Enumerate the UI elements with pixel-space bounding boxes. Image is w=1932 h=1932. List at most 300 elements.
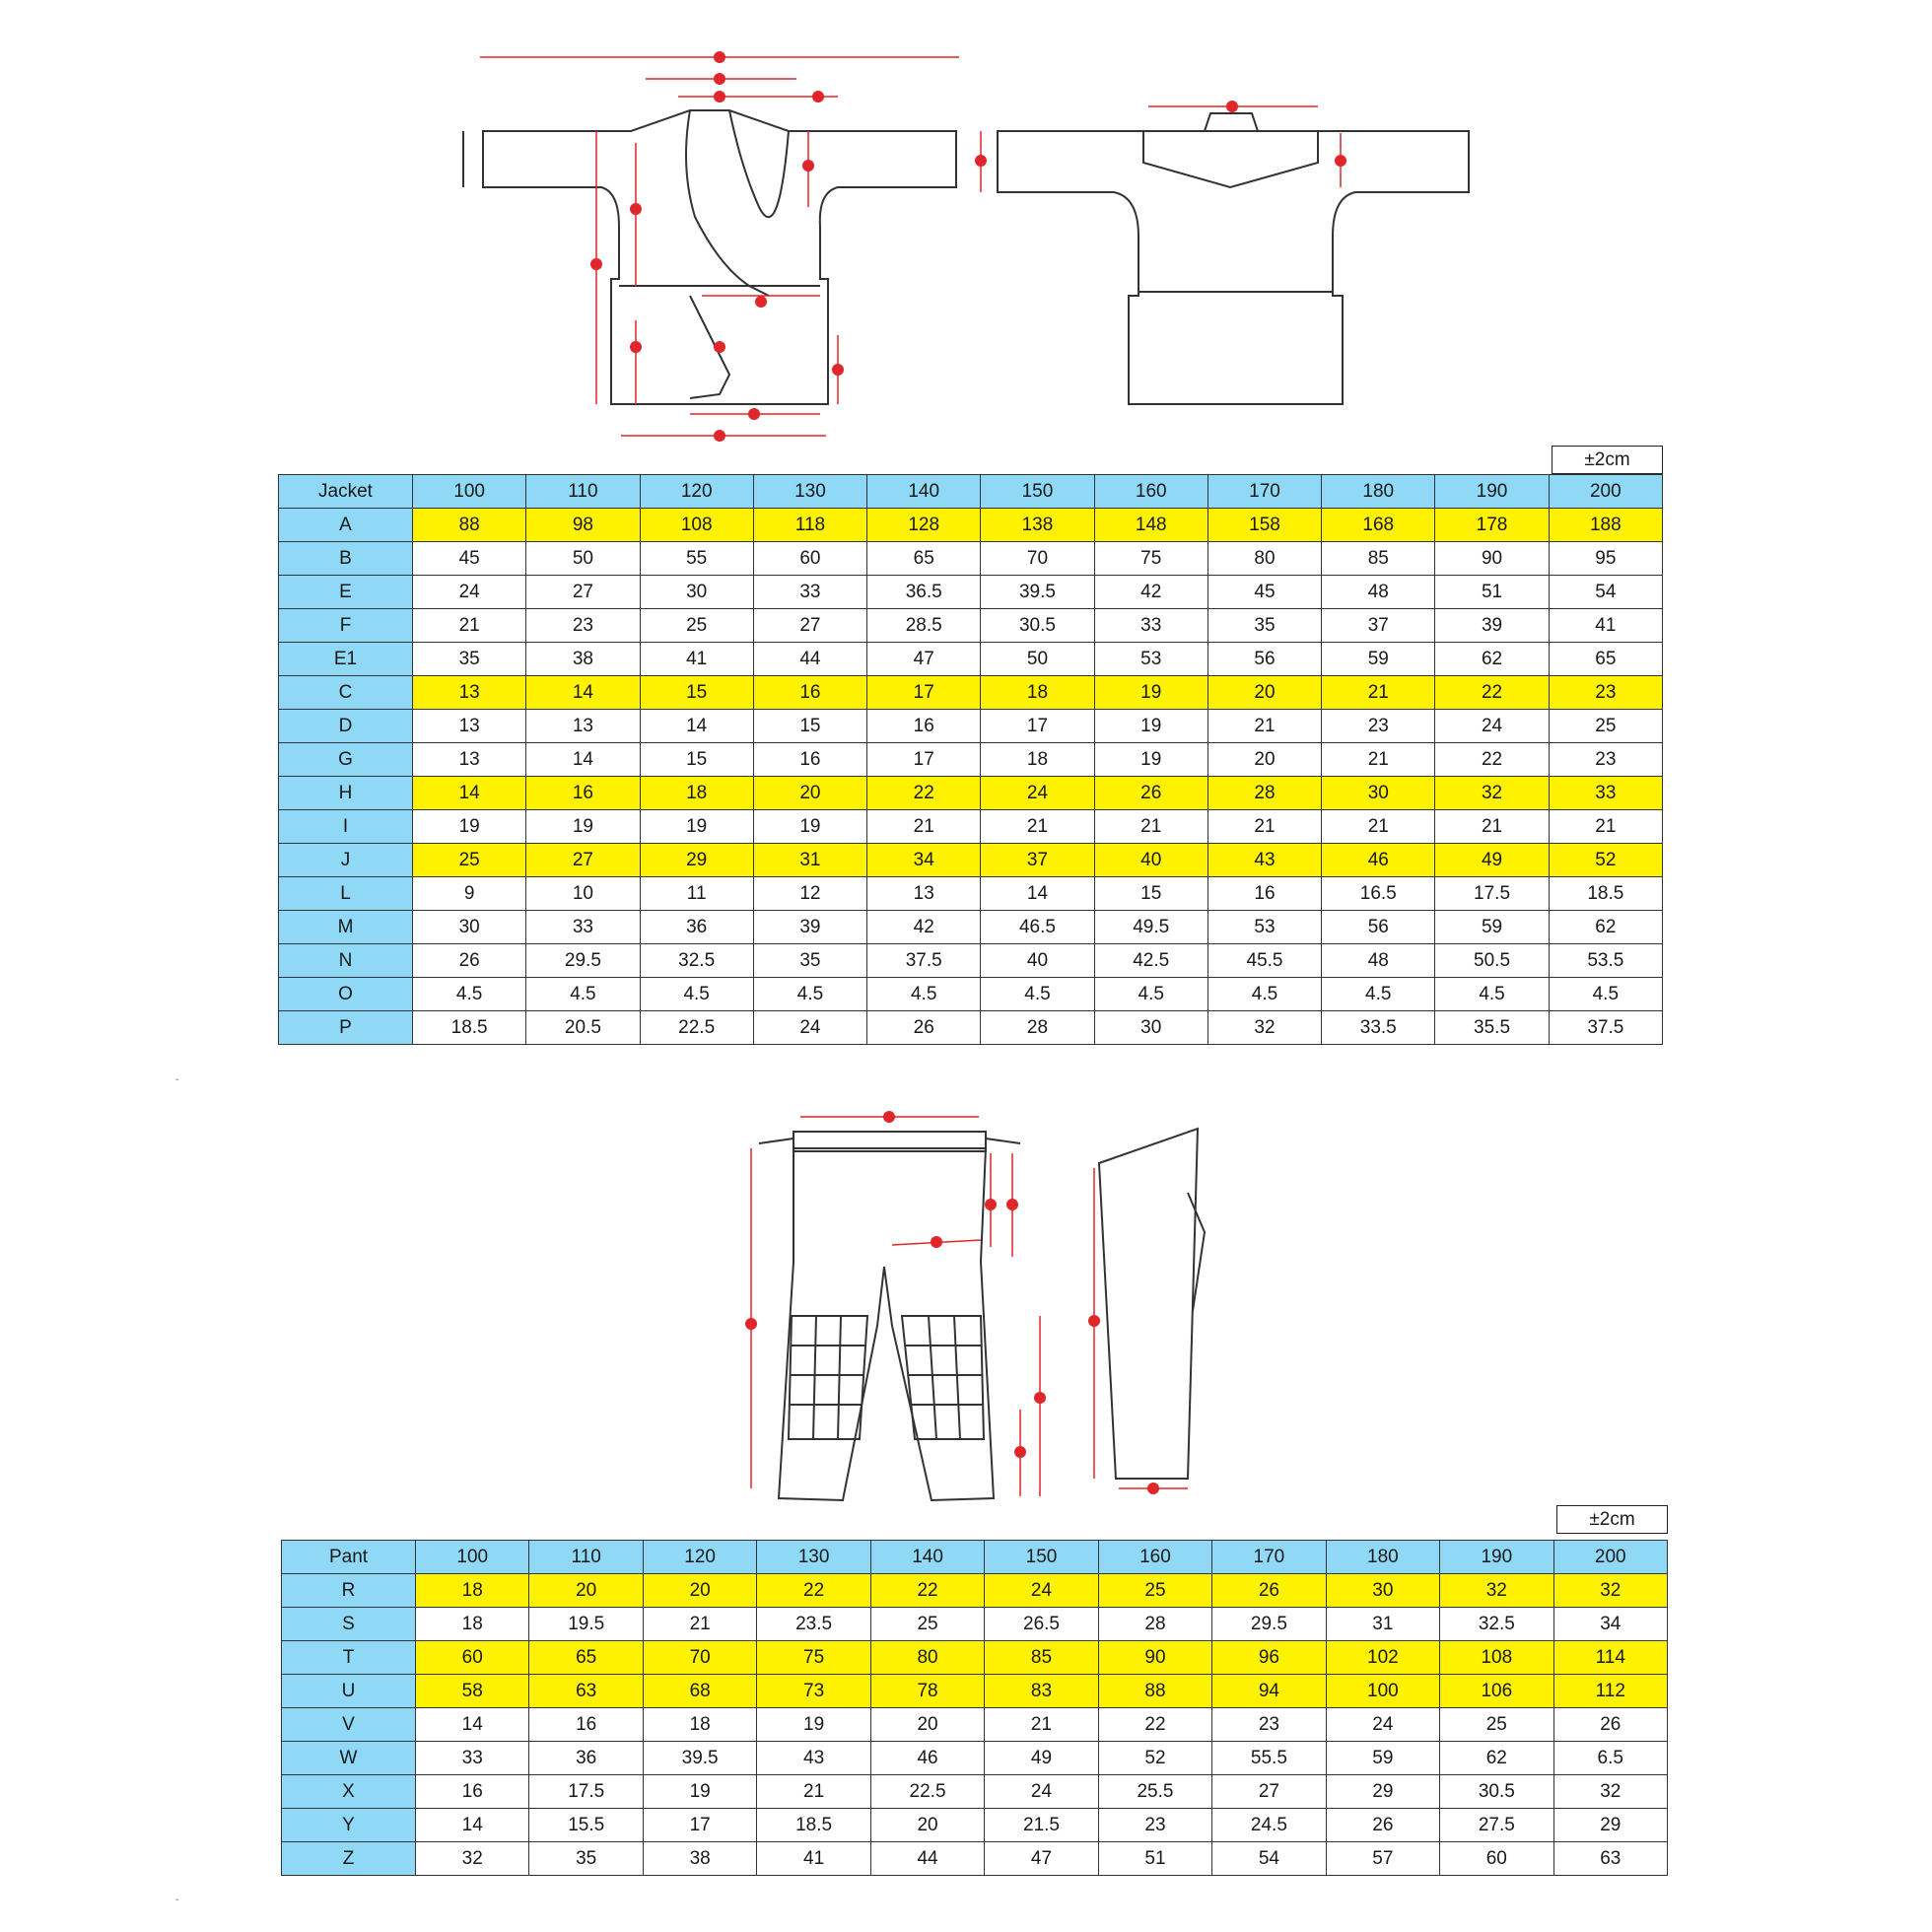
jacket-measure-value: 55	[640, 542, 753, 576]
jacket-size-header: 110	[526, 475, 640, 509]
jacket-measure-value: 56	[1322, 911, 1435, 944]
pant-measure-row	[282, 1608, 1668, 1641]
pant-measure-value: 21	[757, 1775, 870, 1809]
jacket-measure-value: 16	[753, 743, 866, 777]
jacket-measure-label: E	[279, 576, 413, 609]
pant-measure-value: 26	[1212, 1574, 1326, 1608]
pant-measure-value: 30	[1326, 1574, 1439, 1608]
jacket-measure-value: 65	[867, 542, 981, 576]
pant-measure-value: 94	[1212, 1675, 1326, 1708]
jacket-size-header: 160	[1094, 475, 1208, 509]
jacket-measure-value: 30	[413, 911, 526, 944]
jacket-measure-value: 18	[640, 777, 753, 810]
jacket-measure-value: 33	[753, 576, 866, 609]
pant-drawstring	[759, 1138, 1020, 1143]
jacket-measure-value: 51	[1435, 576, 1549, 609]
jacket-measure-value: 20	[1208, 676, 1321, 710]
pant-measure-value: 16	[416, 1775, 529, 1809]
jacket-measure-value: 38	[526, 643, 640, 676]
jacket-measure-value: 26	[867, 1011, 981, 1045]
jacket-header-row	[279, 475, 1663, 509]
jacket-measure-value: 14	[413, 777, 526, 810]
pant-measure-value: 30.5	[1440, 1775, 1553, 1809]
jacket-measure-value: 15	[1094, 877, 1208, 911]
jacket-measure-value: 88	[413, 509, 526, 542]
pant-measure-value: 112	[1553, 1675, 1667, 1708]
jacket-measure-value: 14	[640, 710, 753, 743]
pant-measure-value: 88	[1098, 1675, 1211, 1708]
pant-measure-value: 14	[416, 1809, 529, 1842]
jacket-measure-value: 17.5	[1435, 877, 1549, 911]
jacket-measure-row	[279, 810, 1663, 844]
pant-size-header: 130	[757, 1541, 870, 1574]
pant-measure-value: 80	[870, 1641, 984, 1675]
jacket-measure-value: 39.5	[981, 576, 1094, 609]
jacket-measure-value: 19	[1094, 710, 1208, 743]
jacket-measure-value: 128	[867, 509, 981, 542]
pant-measure-value: 60	[416, 1641, 529, 1675]
jacket-front-cuff	[463, 131, 483, 187]
pant-measure-value: 51	[1098, 1842, 1211, 1876]
pant-measure-value: 25.5	[1098, 1775, 1211, 1809]
jacket-size-header: 190	[1435, 475, 1549, 509]
jacket-measure-value: 52	[1549, 844, 1662, 877]
jacket-measure-row	[279, 542, 1663, 576]
pant-size-header: 180	[1326, 1541, 1439, 1574]
jacket-measure-value: 53.5	[1549, 944, 1662, 978]
pant-measure-value: 22	[757, 1574, 870, 1608]
pant-measure-value: 54	[1212, 1842, 1326, 1876]
jacket-measure-row	[279, 576, 1663, 609]
jacket-measure-value: 19	[753, 810, 866, 844]
pant-measure-value: 32	[1440, 1574, 1553, 1608]
pant-measure-value: 23.5	[757, 1608, 870, 1641]
jacket-measure-value: 12	[753, 877, 866, 911]
jacket-measure-value: 18	[981, 676, 1094, 710]
pant-measure-value: 41	[757, 1842, 870, 1876]
separator-dash-bottom: -	[175, 1895, 179, 1905]
jacket-measure-row	[279, 710, 1663, 743]
pant-front-outline	[779, 1148, 994, 1500]
jacket-measure-value: 48	[1322, 944, 1435, 978]
jacket-measure-value: 39	[753, 911, 866, 944]
jacket-measure-value: 35	[413, 643, 526, 676]
pant-measure-value: 43	[757, 1742, 870, 1775]
pant-measure-value: 19	[643, 1775, 756, 1809]
jacket-measure-label: M	[279, 911, 413, 944]
jacket-measure-value: 65	[1549, 643, 1662, 676]
jacket-measure-value: 98	[526, 509, 640, 542]
pant-measure-value: 63	[1553, 1842, 1667, 1876]
pant-measure-label: V	[282, 1708, 416, 1742]
jacket-measure-value: 23	[1549, 676, 1662, 710]
jacket-measure-value: 17	[981, 710, 1094, 743]
jacket-size-header: 100	[413, 475, 526, 509]
jacket-measure-value: 32.5	[640, 944, 753, 978]
jacket-measure-value: 33	[526, 911, 640, 944]
pant-measure-value: 6.5	[1553, 1742, 1667, 1775]
pant-measure-value: 16	[529, 1708, 643, 1742]
pant-measure-value: 55.5	[1212, 1742, 1326, 1775]
jacket-measure-value: 21	[1208, 810, 1321, 844]
jacket-measure-label: O	[279, 978, 413, 1011]
jacket-measure-row	[279, 877, 1663, 911]
pant-measure-value: 90	[1098, 1641, 1211, 1675]
pant-measure-value: 75	[757, 1641, 870, 1675]
pant-measure-value: 17	[643, 1809, 756, 1842]
jacket-measure-value: 30	[640, 576, 753, 609]
pant-measure-value: 108	[1440, 1641, 1553, 1675]
jacket-measure-value: 30.5	[981, 609, 1094, 643]
jacket-measure-value: 13	[413, 743, 526, 777]
jacket-measure-value: 22	[867, 777, 981, 810]
pant-measure-value: 24	[985, 1775, 1098, 1809]
jacket-measure-value: 16	[526, 777, 640, 810]
jacket-measure-value: 29.5	[526, 944, 640, 978]
jacket-measure-value: 19	[526, 810, 640, 844]
jacket-measure-value: 4.5	[1549, 978, 1662, 1011]
jacket-measure-value: 56	[1208, 643, 1321, 676]
jacket-measure-value: 48	[1322, 576, 1435, 609]
jacket-measure-row	[279, 609, 1663, 643]
pant-measure-value: 78	[870, 1675, 984, 1708]
jacket-measure-value: 37	[981, 844, 1094, 877]
pant-measure-value: 21.5	[985, 1809, 1098, 1842]
jacket-tolerance-box: ±2cm	[1552, 446, 1663, 474]
jacket-measure-value: 18	[981, 743, 1094, 777]
jacket-measure-value: 35.5	[1435, 1011, 1549, 1045]
jacket-measure-value: 45	[413, 542, 526, 576]
jacket-measure-value: 37.5	[867, 944, 981, 978]
jacket-measure-value: 49.5	[1094, 911, 1208, 944]
jacket-measure-label: P	[279, 1011, 413, 1045]
pant-measure-value: 83	[985, 1675, 1098, 1708]
jacket-measure-value: 178	[1435, 509, 1549, 542]
pant-measure-value: 23	[1098, 1809, 1211, 1842]
jacket-measure-value: 13	[867, 877, 981, 911]
jacket-measure-value: 90	[1435, 542, 1549, 576]
jacket-measure-value: 21	[413, 609, 526, 643]
jacket-measure-value: 26	[413, 944, 526, 978]
jacket-measure-row	[279, 743, 1663, 777]
jacket-measure-value: 21	[867, 810, 981, 844]
pant-measure-value: 29	[1326, 1775, 1439, 1809]
pant-measure-value: 36	[529, 1742, 643, 1775]
pant-measure-value: 85	[985, 1641, 1098, 1675]
jacket-measure-value: 10	[526, 877, 640, 911]
jacket-size-header: 140	[867, 475, 981, 509]
jacket-measure-value: 20	[753, 777, 866, 810]
pant-measure-value: 35	[529, 1842, 643, 1876]
pant-tolerance-box: ±2cm	[1556, 1505, 1668, 1534]
jacket-measure-value: 60	[753, 542, 866, 576]
pant-size-header: 170	[1212, 1541, 1326, 1574]
pant-measure-value: 22	[870, 1574, 984, 1608]
pant-measure-value: 59	[1326, 1742, 1439, 1775]
jacket-measure-value: 4.5	[753, 978, 866, 1011]
pant-size-header: 110	[529, 1541, 643, 1574]
pant-measure-value: 46	[870, 1742, 984, 1775]
jacket-measure-label: L	[279, 877, 413, 911]
jacket-measure-value: 28	[1208, 777, 1321, 810]
jacket-measure-label: E1	[279, 643, 413, 676]
pant-measure-value: 22.5	[870, 1775, 984, 1809]
pant-measure-value: 32	[1553, 1574, 1667, 1608]
jacket-measure-value: 53	[1208, 911, 1321, 944]
pant-measure-value: 15.5	[529, 1809, 643, 1842]
pant-measure-value: 63	[529, 1675, 643, 1708]
jacket-measure-value: 19	[1094, 743, 1208, 777]
pant-measure-row	[282, 1675, 1668, 1708]
jacket-measure-value: 21	[1094, 810, 1208, 844]
pant-measure-value: 18	[416, 1608, 529, 1641]
jacket-measure-value: 4.5	[867, 978, 981, 1011]
jacket-size-table	[278, 474, 1663, 1045]
jacket-front-lapel	[686, 110, 789, 296]
pant-measure-row	[282, 1842, 1668, 1876]
pant-measure-value: 32.5	[1440, 1608, 1553, 1641]
pant-measure-row	[282, 1708, 1668, 1742]
jacket-measure-value: 42	[867, 911, 981, 944]
jacket-back-collar	[1205, 113, 1258, 131]
jacket-measure-value: 30	[1094, 1011, 1208, 1045]
pant-measure-label: R	[282, 1574, 416, 1608]
pant-size-header: 120	[643, 1541, 756, 1574]
pant-measure-value: 19.5	[529, 1608, 643, 1641]
pant-measure-value: 21	[643, 1608, 756, 1641]
jacket-measure-value: 4.5	[640, 978, 753, 1011]
jacket-measure-value: 25	[413, 844, 526, 877]
pant-markers	[745, 1111, 1159, 1494]
jacket-measure-value: 95	[1549, 542, 1662, 576]
pant-header-row	[282, 1541, 1668, 1574]
pant-measure-value: 22	[1098, 1708, 1211, 1742]
jacket-measure-value: 41	[1549, 609, 1662, 643]
jacket-back-outline	[998, 131, 1469, 404]
jacket-measure-value: 32	[1435, 777, 1549, 810]
pant-size-header: 160	[1098, 1541, 1211, 1574]
pant-measure-value: 18	[416, 1574, 529, 1608]
jacket-measure-value: 41	[640, 643, 753, 676]
pant-size-header: 190	[1440, 1541, 1553, 1574]
jacket-measure-value: 85	[1322, 542, 1435, 576]
jacket-header-label: Jacket	[279, 475, 413, 509]
pant-measure-value: 57	[1326, 1842, 1439, 1876]
jacket-measure-value: 24	[1435, 710, 1549, 743]
pant-measure-value: 73	[757, 1675, 870, 1708]
pant-measure-value: 44	[870, 1842, 984, 1876]
pant-measure-value: 27.5	[1440, 1809, 1553, 1842]
jacket-measure-value: 15	[753, 710, 866, 743]
pant-size-header: 150	[985, 1541, 1098, 1574]
pant-measure-value: 20	[870, 1809, 984, 1842]
jacket-measure-row	[279, 676, 1663, 710]
jacket-measure-label: I	[279, 810, 413, 844]
jacket-measure-value: 24	[981, 777, 1094, 810]
jacket-measure-value: 21	[1549, 810, 1662, 844]
jacket-measure-value: 4.5	[1435, 978, 1549, 1011]
pant-measure-value: 27	[1212, 1775, 1326, 1809]
pant-diagram	[0, 1094, 1932, 1508]
jacket-back-yoke	[1143, 131, 1318, 187]
jacket-measure-value: 23	[1549, 743, 1662, 777]
pant-measure-value: 38	[643, 1842, 756, 1876]
jacket-measure-value: 49	[1435, 844, 1549, 877]
jacket-measure-value: 40	[981, 944, 1094, 978]
pant-size-header: 200	[1553, 1541, 1667, 1574]
pant-measure-label: U	[282, 1675, 416, 1708]
jacket-measure-value: 28.5	[867, 609, 981, 643]
jacket-measure-value: 26	[1094, 777, 1208, 810]
jacket-measure-label: B	[279, 542, 413, 576]
jacket-measure-value: 17	[867, 743, 981, 777]
jacket-measure-value: 19	[413, 810, 526, 844]
jacket-measure-value: 4.5	[526, 978, 640, 1011]
jacket-measure-value: 4.5	[413, 978, 526, 1011]
pant-measure-value: 23	[1212, 1708, 1326, 1742]
jacket-measure-value: 25	[640, 609, 753, 643]
pant-size-header: 140	[870, 1541, 984, 1574]
jacket-measure-label: G	[279, 743, 413, 777]
pant-measure-value: 26	[1326, 1809, 1439, 1842]
pant-measure-value: 49	[985, 1742, 1098, 1775]
jacket-measure-value: 36	[640, 911, 753, 944]
jacket-measure-label: D	[279, 710, 413, 743]
jacket-measure-value: 18.5	[413, 1011, 526, 1045]
pant-measure-value: 21	[985, 1708, 1098, 1742]
jacket-size-header: 130	[753, 475, 866, 509]
jacket-measure-value: 22.5	[640, 1011, 753, 1045]
jacket-measure-value: 34	[867, 844, 981, 877]
jacket-measure-value: 18.5	[1549, 877, 1662, 911]
jacket-measure-value: 46.5	[981, 911, 1094, 944]
jacket-measure-value: 148	[1094, 509, 1208, 542]
jacket-measure-value: 36.5	[867, 576, 981, 609]
pant-measure-value: 26	[1553, 1708, 1667, 1742]
pant-side-outline	[1099, 1129, 1198, 1479]
jacket-measure-value: 37	[1322, 609, 1435, 643]
jacket-measure-value: 24	[413, 576, 526, 609]
jacket-measure-label: F	[279, 609, 413, 643]
pant-measure-value: 32	[1553, 1775, 1667, 1809]
pant-knee-patch-left	[789, 1316, 867, 1439]
pant-measure-value: 58	[416, 1675, 529, 1708]
pant-measure-value: 62	[1440, 1742, 1553, 1775]
jacket-measure-value: 39	[1435, 609, 1549, 643]
pant-measure-value: 20	[643, 1574, 756, 1608]
jacket-measure-value: 21	[1322, 743, 1435, 777]
pant-measure-value: 106	[1440, 1675, 1553, 1708]
jacket-measure-value: 4.5	[1322, 978, 1435, 1011]
jacket-measure-value: 35	[753, 944, 866, 978]
jacket-measure-value: 11	[640, 877, 753, 911]
jacket-measure-row	[279, 911, 1663, 944]
jacket-measure-value: 21	[1322, 810, 1435, 844]
jacket-measure-value: 33	[1549, 777, 1662, 810]
jacket-measure-value: 35	[1208, 609, 1321, 643]
jacket-measure-value: 13	[526, 710, 640, 743]
jacket-measure-value: 21	[1322, 676, 1435, 710]
pant-measure-value: 29	[1553, 1809, 1667, 1842]
jacket-measure-value: 62	[1549, 911, 1662, 944]
pant-header-label: Pant	[282, 1541, 416, 1574]
jacket-measure-row	[279, 509, 1663, 542]
jacket-measure-value: 158	[1208, 509, 1321, 542]
jacket-measure-value: 15	[640, 676, 753, 710]
jacket-measure-row	[279, 978, 1663, 1011]
pant-measure-value: 24	[985, 1574, 1098, 1608]
jacket-measure-value: 4.5	[1208, 978, 1321, 1011]
jacket-measure-value: 16	[867, 710, 981, 743]
pant-measure-label: X	[282, 1775, 416, 1809]
jacket-measure-value: 29	[640, 844, 753, 877]
jacket-measure-value: 168	[1322, 509, 1435, 542]
jacket-measure-value: 50	[981, 643, 1094, 676]
jacket-measure-value: 80	[1208, 542, 1321, 576]
jacket-measure-value: 17	[867, 676, 981, 710]
jacket-measure-value: 27	[526, 844, 640, 877]
pant-measure-label: W	[282, 1742, 416, 1775]
pant-measure-value: 29.5	[1212, 1608, 1326, 1641]
pant-measure-value: 31	[1326, 1608, 1439, 1641]
pant-measure-row	[282, 1809, 1668, 1842]
jacket-measure-value: 45.5	[1208, 944, 1321, 978]
jacket-measure-value: 21	[981, 810, 1094, 844]
jacket-measure-value: 138	[981, 509, 1094, 542]
pant-measure-row	[282, 1775, 1668, 1809]
pant-measure-value: 68	[643, 1675, 756, 1708]
jacket-measure-value: 33.5	[1322, 1011, 1435, 1045]
jacket-measure-value: 30	[1322, 777, 1435, 810]
pant-measure-value: 33	[416, 1742, 529, 1775]
jacket-measure-value: 14	[981, 877, 1094, 911]
jacket-measure-value: 32	[1208, 1011, 1321, 1045]
jacket-measure-value: 43	[1208, 844, 1321, 877]
jacket-measure-value: 40	[1094, 844, 1208, 877]
jacket-measure-value: 45	[1208, 576, 1321, 609]
jacket-size-header: 150	[981, 475, 1094, 509]
jacket-measure-label: H	[279, 777, 413, 810]
pant-measure-value: 20	[870, 1708, 984, 1742]
jacket-measure-value: 44	[753, 643, 866, 676]
jacket-measure-value: 59	[1435, 911, 1549, 944]
pant-measure-label: Y	[282, 1809, 416, 1842]
jacket-measure-row	[279, 844, 1663, 877]
jacket-measure-value: 75	[1094, 542, 1208, 576]
jacket-measure-value: 20	[1208, 743, 1321, 777]
jacket-measure-value: 4.5	[1094, 978, 1208, 1011]
pant-measure-value: 100	[1326, 1675, 1439, 1708]
jacket-measure-value: 46	[1322, 844, 1435, 877]
pant-measure-value: 60	[1440, 1842, 1553, 1876]
pant-measure-value: 14	[416, 1708, 529, 1742]
pant-measure-value: 24.5	[1212, 1809, 1326, 1842]
pant-size-table	[281, 1540, 1668, 1876]
jacket-measure-value: 50.5	[1435, 944, 1549, 978]
jacket-measure-value: 59	[1322, 643, 1435, 676]
jacket-measure-row	[279, 777, 1663, 810]
pant-side-seam	[1188, 1193, 1205, 1311]
jacket-measure-label: N	[279, 944, 413, 978]
pant-measure-value: 34	[1553, 1608, 1667, 1641]
pant-measure-value: 25	[1098, 1574, 1211, 1608]
jacket-measure-row	[279, 1011, 1663, 1045]
jacket-measure-value: 70	[981, 542, 1094, 576]
jacket-measure-value: 14	[526, 676, 640, 710]
jacket-measure-value: 47	[867, 643, 981, 676]
jacket-measure-row	[279, 944, 1663, 978]
separator-dash: -	[175, 1074, 179, 1085]
